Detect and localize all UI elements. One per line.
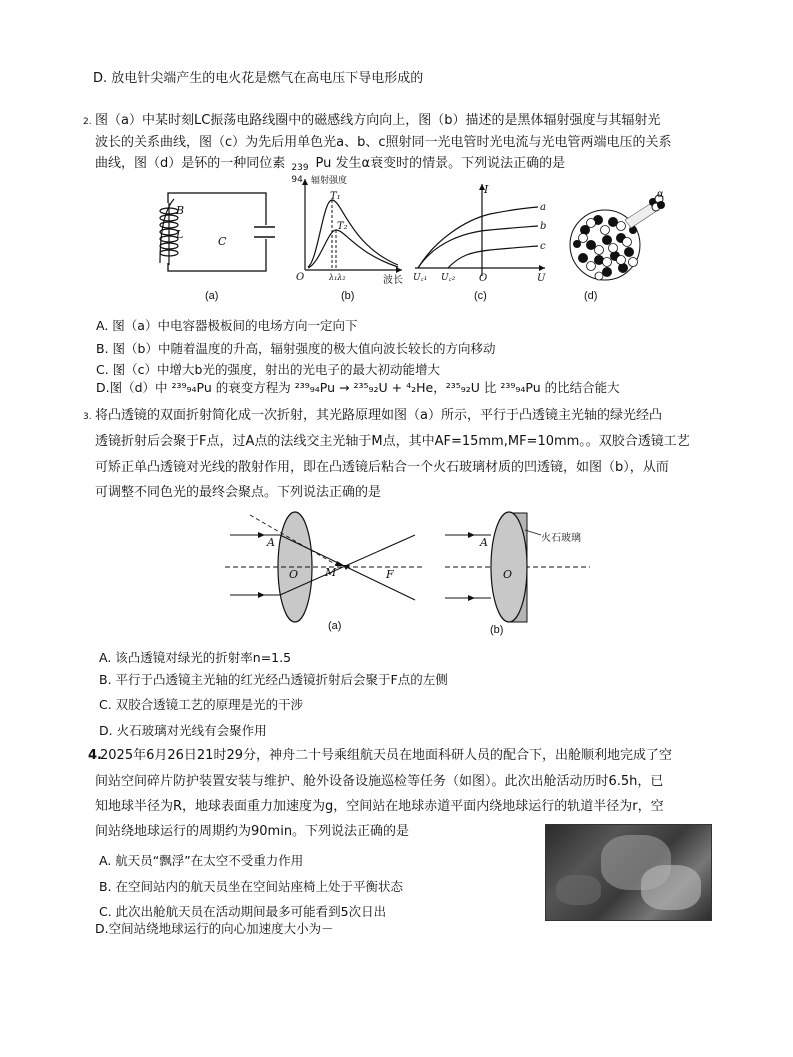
q3-stem-line3: 可矫正单凸透镜对光线的散射作用，即在凸透镜后粘合一个火石玻璃材质的凹透镜，如图（b），从而	[95, 460, 669, 475]
label-T2: T₂	[337, 221, 348, 232]
label-lambda: λ₁λ₂	[329, 273, 346, 282]
curve-a-label: a	[540, 202, 546, 213]
q3-stem-line2: 透镜折射后会聚于F点，过A点的法线交主光轴于M点，其中AF=15mm,MF=10mm。。双胶合透镜工艺	[95, 434, 690, 449]
label-T1: T₁	[330, 191, 341, 202]
label-U: U	[537, 273, 546, 284]
q4-stem-line1: 2025年6月26日21时29分，神舟二十号乘组航天员在地面科研人员的配合下，出舱顺利地完成了空	[100, 748, 672, 763]
q4-stem-line2: 间站空间碎片防护装置安装与维护、舱外设备设施巡检等任务（如图）。此次出舱活动历时6.5h，已	[95, 774, 664, 789]
doublet-lens-figure	[445, 510, 595, 625]
q2-option-d: D.图（d）中 ²³⁹₉₄Pu 的衰变方程为 ²³⁹₉₄Pu → ²³⁵₉₂U + ⁴₂He，²³⁵₉₂U 比 ²³⁹₉₄Pu 的比结合能大	[96, 380, 620, 395]
label-L: L	[176, 228, 184, 241]
caption-2a: (a)	[205, 290, 219, 302]
label-F: F	[386, 568, 394, 581]
q4-option-b: B. 在空间站内的航天员坐在空间站座椅上处于平衡状态	[99, 879, 404, 894]
label-A-a: A	[267, 536, 275, 549]
curve-b-label: b	[540, 221, 547, 232]
label-alpha: α	[657, 189, 664, 200]
isotope-charge: 94	[291, 175, 303, 185]
q2-stem-line1: 图（a）中某时刻LC振荡电路线圈中的磁感线方向向上，图（b）描述的是黑体辐射强度与其辐射光	[95, 113, 661, 128]
label-B: B	[176, 204, 185, 217]
q4-number: 4.	[88, 748, 102, 763]
q3-option-a: A. 该凸透镜对绿光的折射率n=1.5	[99, 650, 292, 665]
label-O-a: O	[289, 568, 299, 581]
q2-stem-line2: 波长的关系曲线，图（c）为先后用单色光a、b、c照射同一光电管时光电流与光电管两端电压的关系	[95, 135, 672, 150]
q3-option-c: C. 双胶合透镜工艺的原理是光的干涉	[99, 697, 304, 712]
label-C: C	[218, 235, 227, 248]
label-M: M	[325, 566, 337, 579]
q2-stem-line3-a: 曲线，图（d）是钚的一种同位素	[95, 156, 286, 171]
fig-b-xlabel: 波长	[383, 275, 403, 286]
isotope-mass: 239	[291, 163, 309, 173]
caption-2c: (c)	[474, 290, 487, 302]
curve-c-label: c	[540, 241, 546, 252]
blackbody-graph	[290, 175, 410, 285]
q4-option-a: A. 航天员“飘浮”在太空不受重力作用	[99, 853, 304, 868]
caption-2d: (d)	[584, 290, 598, 302]
q2-stem-line3-b: Pu 发生α衰变时的情景。下列说法正确的是	[315, 156, 566, 171]
lc-circuit-figure	[150, 185, 275, 307]
q4-option-c: C. 此次出舱航天员在活动期间最多可能看到5次日出	[99, 904, 387, 919]
q3-stem-line1: 将凸透镜的双面折射简化成一次折射，其光路原理如图（a）所示，平行于凸透镜主光轴的绿光经凸	[95, 408, 662, 423]
q2-option-b: B. 图（b）中随着温度的升高，辐射强度的极大值向波长较长的方向移动	[96, 341, 496, 356]
q4-stem-line3: 知地球半径为R，地球表面重力加速度为g，空间站在地球赤道平面内绕地球运行的轨道半径为r，空	[95, 799, 664, 814]
q2-number: 2.	[83, 117, 92, 127]
label-I: I	[484, 183, 489, 196]
q3-option-d: D. 火石玻璃对光线有会聚作用	[99, 723, 267, 738]
photocurrent-graph	[410, 180, 550, 280]
label-Uc2: U꜀₂	[441, 273, 456, 283]
q1-option-d: D. 放电针尖端产生的电火花是燃气在高电压下导电形成的	[93, 71, 424, 86]
fig-b-origin: O	[296, 272, 305, 283]
q2-option-c: C. 图（c）中增大b光的强度，射出的光电子的最大初动能增大	[96, 362, 440, 377]
caption-3b: (b)	[490, 624, 504, 636]
q3-number: 3.	[83, 412, 92, 422]
q4-stem-line4: 间站绕地球运行的周期约为90min。下列说法正确的是	[95, 824, 410, 839]
q3-option-b: B. 平行于凸透镜主光轴的红光经凸透镜折射后会聚于F点的左侧	[99, 672, 448, 687]
q4-option-d: D.空间站绕地球运行的向心加速度大小为－	[95, 921, 334, 936]
q2-option-a: A. 图（a）中电容器极板间的电场方向一定向下	[96, 318, 358, 333]
flint-glass-label: 火石玻璃	[541, 533, 581, 544]
spacewalk-photo	[545, 824, 712, 921]
label-Uc1: U꜀₁	[413, 273, 428, 283]
caption-3a: (a)	[328, 620, 342, 632]
caption-2b: (b)	[341, 290, 355, 302]
label-A-b: A	[480, 536, 488, 549]
fig-b-ylabel: 辐射强度	[311, 176, 348, 186]
q3-stem-line4: 可调整不同色光的最终会聚点。下列说法正确的是	[95, 485, 382, 500]
nucleus-alpha-figure	[563, 190, 683, 290]
label-O-b: O	[503, 568, 513, 581]
fig-c-origin: O	[479, 273, 488, 284]
